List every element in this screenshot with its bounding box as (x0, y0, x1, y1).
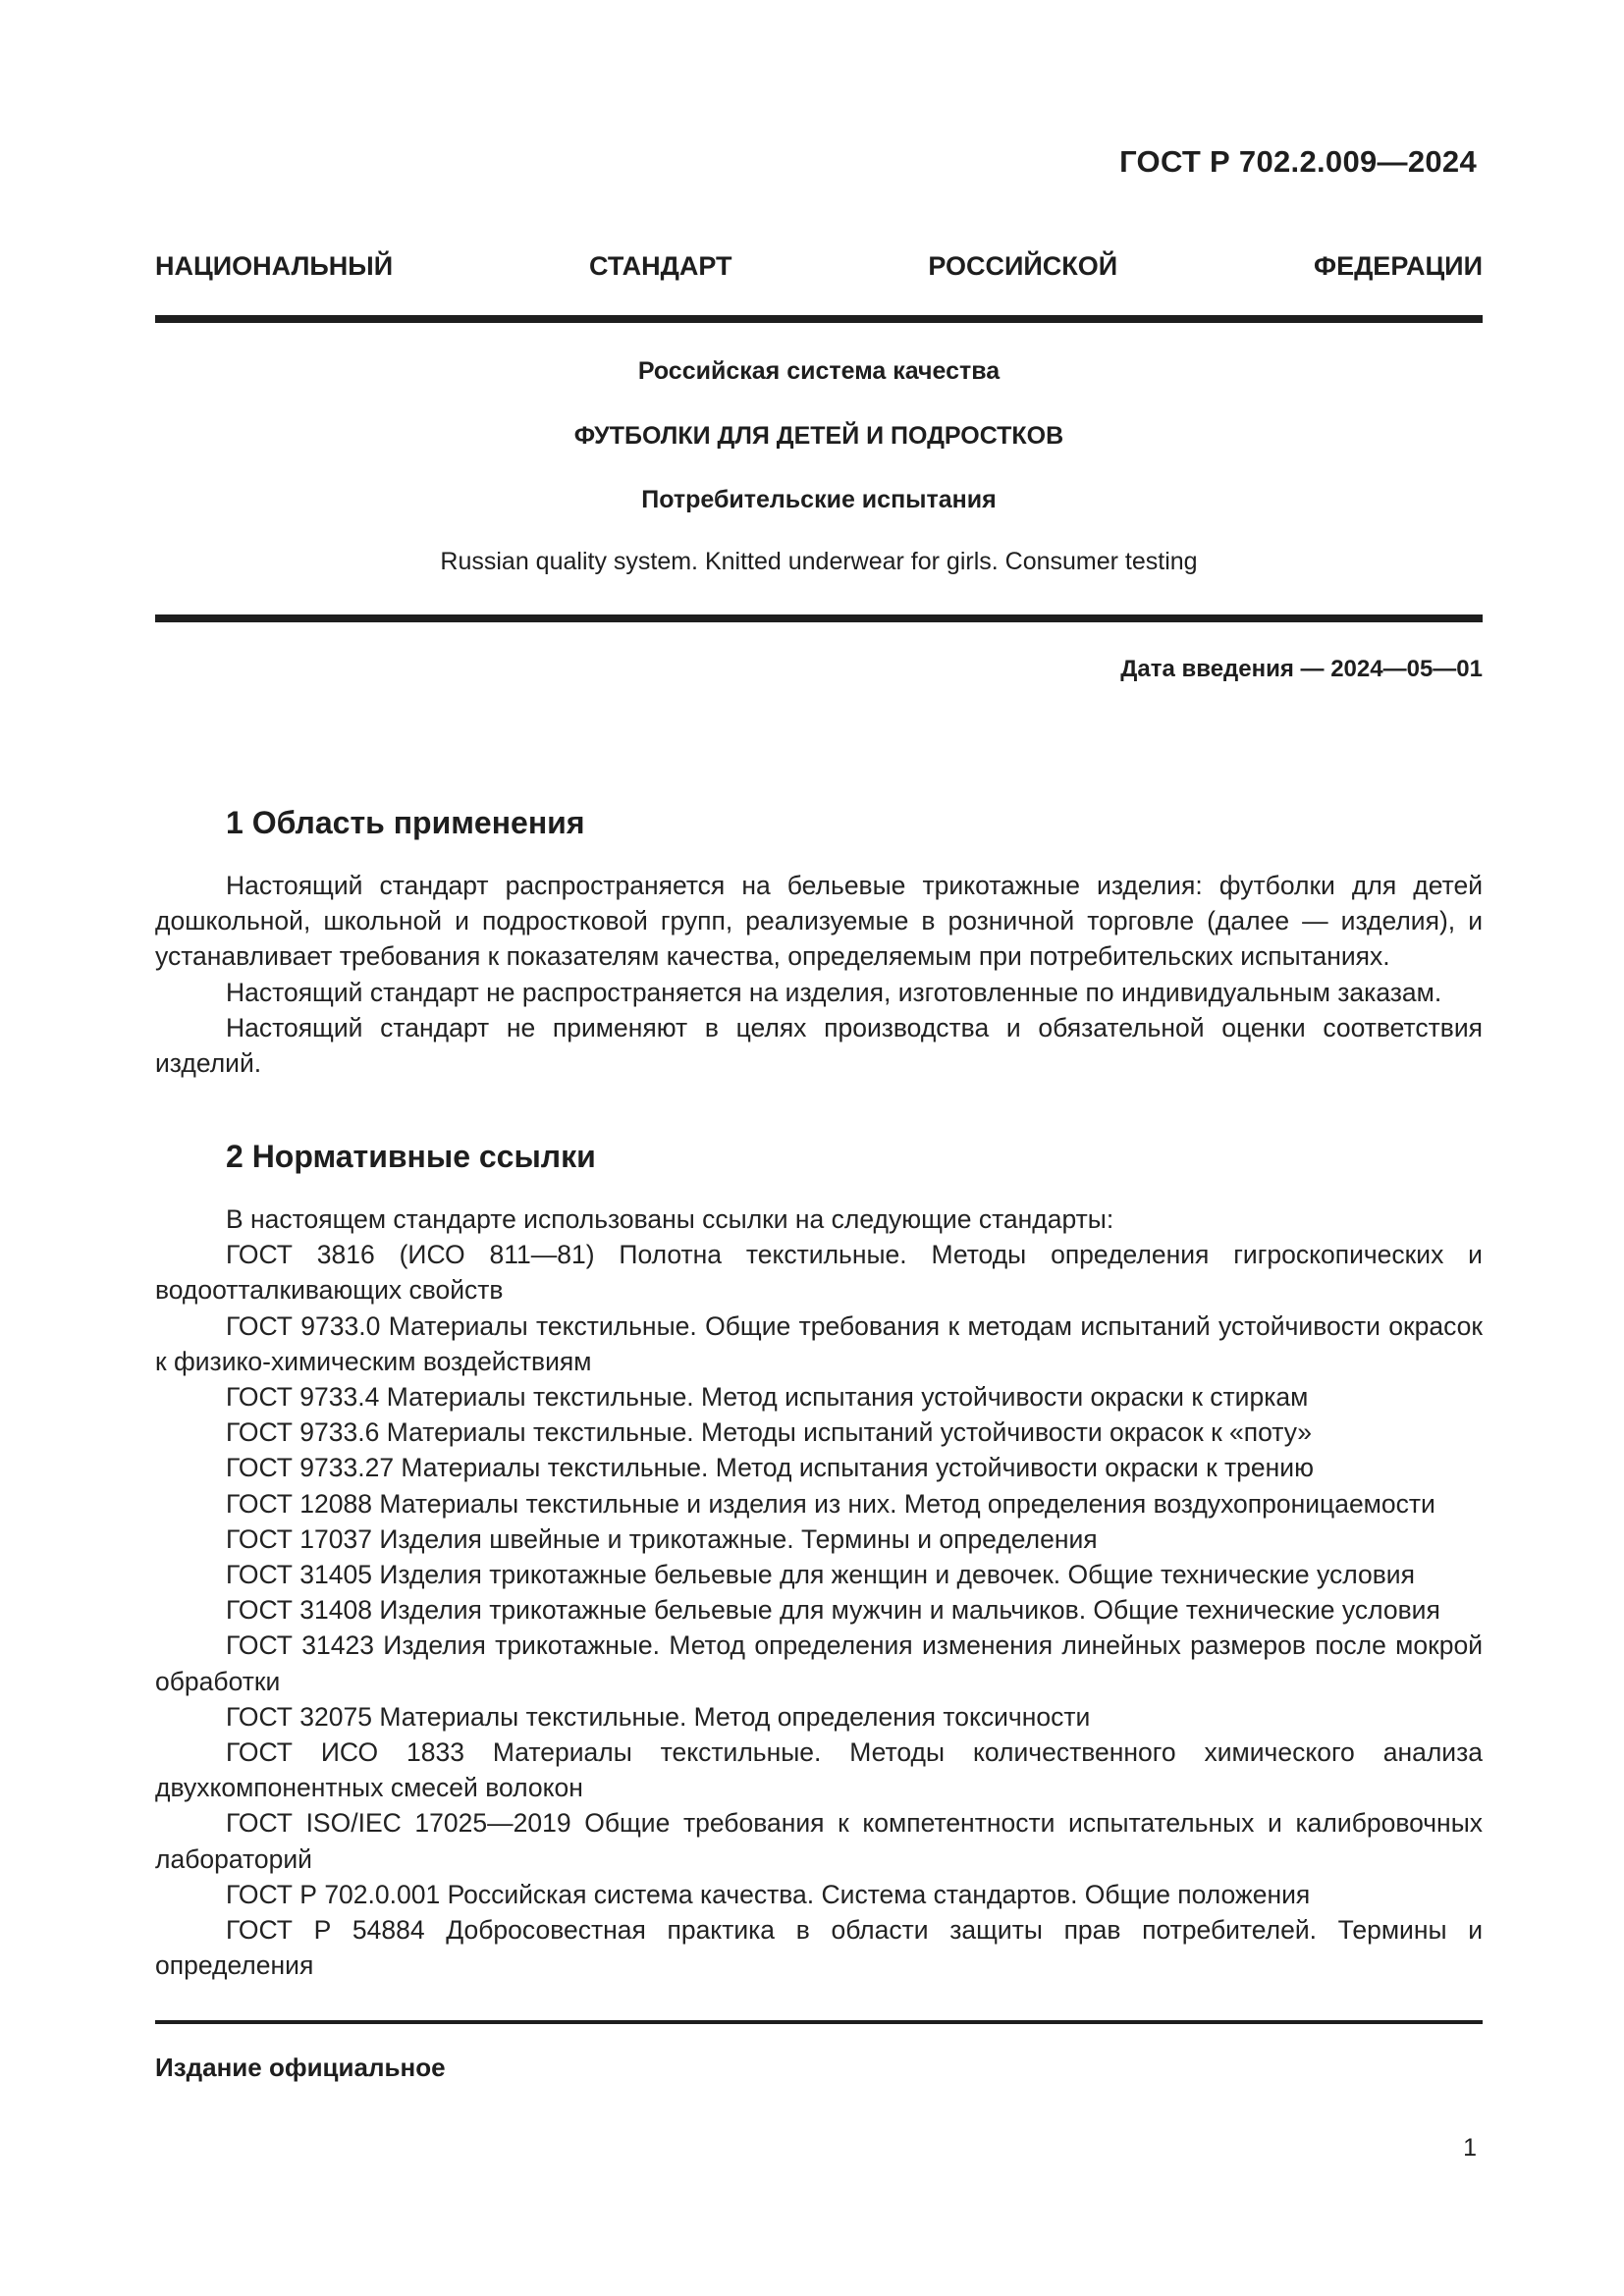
section-2-body (155, 1201, 1483, 1983)
footer-divider (155, 2020, 1483, 2024)
reference-item: ГОСТ 9733.27 Материалы текстильные. Метод испытания устойчивости окраски к трению (226, 1453, 1314, 1483)
reference-item: ГОСТ 9733.0 Материалы текстильные. Общие требования к методам испытаний устойчивости окрасок к физико-химическим воздействиям (155, 1310, 1483, 1376)
section-1-body (155, 868, 1483, 1081)
reference-item: ГОСТ 31423 Изделия трикотажные. Метод определения изменения линейных размеров после мокрой обработки (155, 1630, 1483, 1696)
section-1-paragraph: Настоящий стандарт распространяется на бельевые трикотажные изделия: футболки для детей дошкольной, школьной и подростковой групп, реализуемые в розничной торговле (далее — изделия), и устанавливает требования к показателям качества, определяемым при потребительских испытаниях. (155, 871, 1483, 972)
reference-item: ГОСТ Р 54884 Добросовестная практика в области защиты прав потребителей. Термины и определения (155, 1915, 1483, 1981)
section-2-heading: 2 Нормативные ссылки (226, 1139, 596, 1174)
references-intro: В настоящем стандарте использованы ссылки на следующие стандарты: (226, 1204, 1114, 1234)
document-subtitle: Потребительские испытания (641, 486, 997, 513)
reference-item: ГОСТ 9733.6 Материалы текстильные. Методы испытаний устойчивости окрасок к «поту» (226, 1417, 1312, 1448)
section-1-heading: 1 Область применения (226, 805, 585, 840)
section-1-paragraph: Настоящий стандарт не распространяется на изделия, изготовленные по индивидуальным заказам. (226, 977, 1442, 1007)
document-title: ФУТБОЛКИ ДЛЯ ДЕТЕЙ И ПОДРОСТКОВ (573, 422, 1064, 450)
reference-item: ГОСТ 31408 Изделия трикотажные бельевые для мужчин и мальчиков. Общие технические условия (226, 1595, 1440, 1626)
national-standard-banner: НАЦИОНАЛЬНЫЙ СТАНДАРТ РОССИЙСКОЙ ФЕДЕРАЦИИ (155, 251, 1483, 281)
english-title: Russian quality system. Knitted underwear for girls. Consumer testing (440, 548, 1198, 575)
reference-item: ГОСТ 9733.4 Материалы текстильные. Метод испытания устойчивости окраски к стиркам (226, 1382, 1309, 1413)
document-code: ГОСТ Р 702.2.009—2024 (1119, 144, 1477, 179)
section-1-paragraph: Настоящий стандарт не применяют в целях производства и обязательной оценки соответствия изделий. (155, 1012, 1483, 1079)
top-divider (155, 315, 1483, 323)
reference-item: ГОСТ ИСО 1833 Материалы текстильные. Методы количественного химического анализа двухкомпонентных смесей волокон (155, 1737, 1483, 1803)
quality-system-line: Российская система качества (637, 357, 1001, 385)
official-edition-label: Издание официальное (155, 2053, 446, 2082)
reference-item: ГОСТ ISO/IEC 17025—2019 Общие требования к компетентности испытательных и калибровочных лабораторий (155, 1808, 1483, 1874)
title-block-divider (155, 614, 1483, 622)
reference-item: ГОСТ 3816 (ИСО 811—81) Полотна текстильные. Методы определения гигроскопических и водоотталкивающих свойств (155, 1240, 1483, 1306)
reference-item: ГОСТ 17037 Изделия швейные и трикотажные. Термины и определения (226, 1523, 1098, 1554)
reference-item: ГОСТ 32075 Материалы текстильные. Метод определения токсичности (226, 1701, 1091, 1732)
reference-item: ГОСТ 31405 Изделия трикотажные бельевые для женщин и девочек. Общие технические условия (226, 1560, 1415, 1590)
introduction-date: Дата введения — 2024—05—01 (1120, 656, 1483, 682)
page-number: 1 (1463, 2134, 1477, 2162)
reference-item: ГОСТ Р 702.0.001 Российская система качества. Система стандартов. Общие положения (226, 1879, 1311, 1909)
reference-item: ГОСТ 12088 Материалы текстильные и изделия из них. Метод определения воздухопроницаемости (226, 1488, 1435, 1519)
